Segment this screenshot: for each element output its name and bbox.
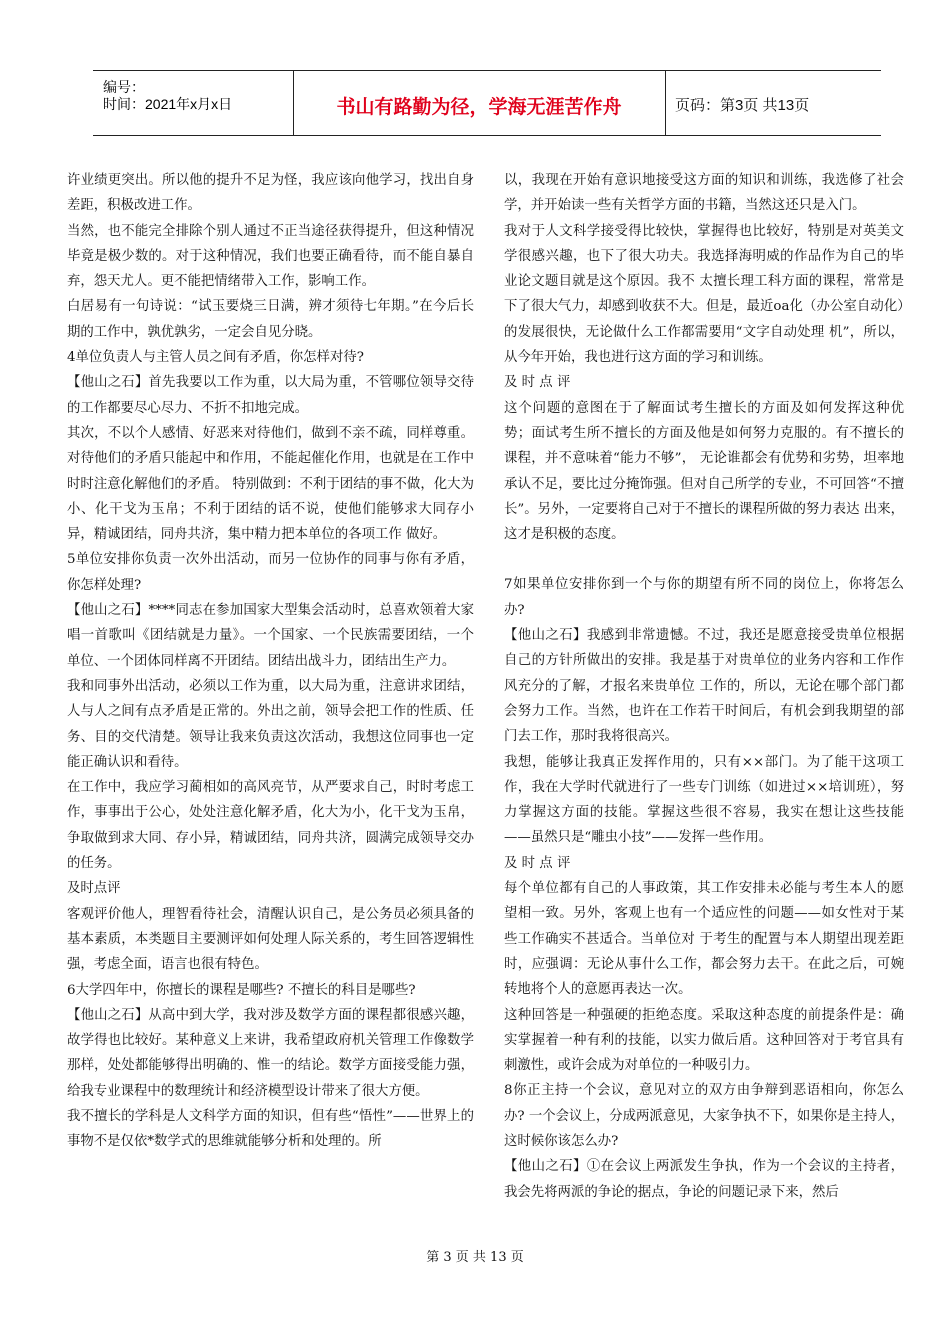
- paragraph: 这个问题的意图在于了解面试考生擅长的方面及如何发挥这种优势；面试考生所不擅长的方面及他是如何努力克服的。有不擅长的课程，并不意味着“能力不够”， 无论谁都会有优势和劣势，坦率地承认不足，要比过分掩饰强。但对自己所学的专业，不可回答“不擅长”。另外，一定要将自己对于不擅长的课程所做的努力表达 出来，这才是积极的态度。: [504, 400, 904, 543]
- header-motto-cell: [293, 71, 666, 135]
- question-heading: 8你正主持一个会议，意见对立的双方由争辩到恶语相向，你怎么办? 一个会议上，分成两派意见，大家争执不下，如果你是主持人，这时候你该怎么办?: [504, 1083, 904, 1149]
- comment-heading: 及时点评: [67, 881, 121, 897]
- paragraph: 我不擅长的学科是人文科学方面的知识，但有些“悟性”——世界上的事物不是仅依*数学式的思维就能够分析和处理的。所: [67, 1108, 474, 1150]
- page-header: [93, 70, 881, 136]
- question-heading: 6大学四年中，你擅长的课程是哪些? 不擅长的科目是哪些?: [67, 982, 416, 998]
- paragraph: 我想，能够让我真正发挥作用的，只有××部门。为了能干这项工作，我在大学时代就进行了一些专门训练（如进过××培训班），努力掌握这方面的技能。掌握这些很不容易，我实在想让这些技能——虽然只是“雕虫小技”——发挥一些作用。: [504, 754, 904, 846]
- paragraph: 许业绩更突出。所以他的提升不足为怪，我应该向他学习，找出自身差距，积极改进工作。: [67, 173, 474, 214]
- date-label: 时间：2021年x月x日: [103, 96, 233, 112]
- header-meta-cell: [93, 71, 294, 135]
- paragraph: 【他山之石】首先我要以工作为重，以大局为重，不管哪位领导交待的工作都要尽心尽力、不折不扣地完成。: [67, 375, 474, 416]
- paragraph: 白居易有一句诗说：“试玉要烧三日满，辨才须待七年期。”在今后长期的工作中，孰优孰劣，一定会自见分晓。: [67, 299, 474, 340]
- comment-heading: 及 时 点 评: [504, 375, 571, 391]
- paragraph: 其次，不以个人感情、好恶来对待他们，做到不亲不疏，同样尊重。对待他们的矛盾只能起中和作用，不能起催化作用，也就是在工作中时时注意化解他们的矛盾。 特别做到：不利于团结的事不做，化大为小、化干戈为玉帛；不利于团结的话不说，使他们能够求大同存小异，精诚团结，同舟共济，集中精力把本单位的各项工作 做好。: [67, 425, 474, 543]
- paragraph: 【他山之石】****同志在参加国家大型集会活动时，总喜欢领着大家唱一首歌叫《团结就是力量》。一个国家、一个民族需要团结，一个单位、一个团体同样离不开团结。团结出战斗力，团结出生产力。: [67, 603, 474, 669]
- motto-text: 书山有路勤为径，学海无涯苦作舟: [336, 96, 622, 118]
- paragraph: 我和同事外出活动，必须以工作为重，以大局为重，注意讲求团结，人与人之间有点矛盾是正常的。外出之前，领导会把工作的性质、任务、目的交代清楚。领导让我来负责这次活动，我想这位同事也一定能正确认识和看待。: [67, 678, 474, 770]
- page-number-label: 页码：第3页 共13页: [675, 97, 810, 114]
- paragraph: 【他山之石】①在会议上两派发生争执，作为一个会议的主持者，我会先将两派的争论的据点，争论的问题记录下来，然后: [504, 1159, 904, 1200]
- paragraph: 在工作中，我应学习蔺相如的高风亮节，从严要求自己，时时考虑工作，事事出于公心，处处注意化解矛盾，化大为小，化干戈为玉帛，争取做到求大同、存小异，精诚团结，同舟共济，圆满完成领导交办的任务。: [67, 780, 474, 872]
- paragraph: 这种回答是一种强硬的拒绝态度。采取这种态度的前提条件是：确实掌握着一种有利的技能，以实力做后盾。这种回答对于考官具有刺激性，或许会成为对单位的一种吸引力。: [504, 1007, 904, 1074]
- page-footer: 第 3 页 共 13 页: [426, 1250, 524, 1265]
- comment-heading: 及 时 点 评: [504, 855, 571, 871]
- question-heading: 4单位负责人与主管人员之间有矛盾，你怎样对待?: [67, 350, 364, 366]
- paragraph: 当然，也不能完全排除个别人通过不正当途径获得提升，但这种情况毕竟是极少数的。对于这种情况，我们也要正确看待，而不能自暴自弃，怨天尤人。更不能把情绪带入工作，影响工作。: [67, 223, 474, 290]
- paragraph: 【他山之石】我感到非常遗憾。不过，我还是愿意接受贵单位根据自己的方针所做出的安排。我是基于对贵单位的业务内容和工作作风充分的了解，才报名来贵单位 工作的，所以，无论在哪个部门都会努力工作。当然，也许在工作若干时间后，有机会到我期望的部门去工作，那时我将很高兴。: [504, 628, 904, 745]
- serial-number-label: 编号：: [103, 79, 145, 95]
- left-text-column: [67, 168, 474, 1155]
- paragraph: 【他山之石】从高中到大学，我对涉及数学方面的课程都很感兴趣，故学得也比较好。某种意义上来讲，我希望政府机关管理工作像数学那样，处处都能够得出明确的、惟一的结论。数学方面接受能力强，给我专业课程中的数理统计和经济模型设计带来了很大方便。: [67, 1007, 474, 1099]
- question-heading: 5单位安排你负责一次外出活动，而另一位协作的同事与你有矛盾，你怎样处理?: [67, 552, 474, 593]
- paragraph: 客观评价他人，理智看待社会，清醒认识自己，是公务员必须具备的基本素质，本类题目主要测评如何处理人际关系的，考生回答逻辑性强，考虑全面，语言也很有特色。: [67, 906, 474, 973]
- paragraph-spacer: [504, 547, 904, 572]
- paragraph: 以，我现在开始有意识地接受这方面的知识和训练，我选修了社会学，并开始读一些有关哲学方面的书籍，当然这还只是入门。: [504, 173, 904, 214]
- paragraph: 我对于人文科学接受得比较快，掌握得也比较好，特别是对英美文学很感兴趣，也下了很大功夫。我选择海明威的作品作为自己的毕业论文题目就是这个原因。我不 太擅长理工科方面的课程，常常是下了很大气力，却感到收获不大。但是，最近oa化（办公室自动化）的发展很快，无论做什么工作都需要用“文字自动处理 机”，所以，从今年开始，我也进行这方面的学习和训练。: [504, 223, 904, 366]
- paragraph: 每个单位都有自己的人事政策，其工作安排未必能与考生本人的愿望相一致。另外，客观上也有一个适应性的问题——如女性对于某些工作确实不甚适合。当单位对 于考生的配置与本人期望出现差距时，应强调：无论从事什么工作，都会努力去干。在此之后，可婉转地将个人的意愿再表达一次。: [504, 881, 904, 998]
- header-page-cell: [665, 71, 881, 135]
- right-text-column: [504, 168, 904, 1205]
- question-heading: 7如果单位安排你到一个与你的期望有所不同的岗位上，你将怎么办?: [504, 577, 904, 618]
